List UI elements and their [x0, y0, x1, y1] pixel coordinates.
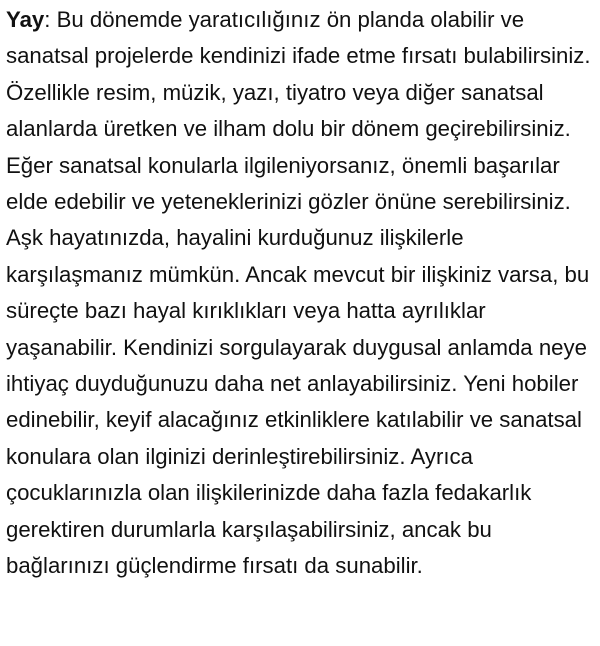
paragraph-1-text: Bu dönemde yaratıcılığınız ön planda olabilir ve sanatsal projelerde kendinizi ifade etme fırsatı bulabilirsiniz. Özellikle resim, müzik, yazı, tiyatro veya diğer sanatsal alanlarda üretken ve ilham dolu bir dönem geçirebilirsiniz. Eğer sanatsal konularla ilgileniyorsanız, önemli başarılar elde edebilir ve yeteneklerinizi gözler önüne serebilirsiniz. — [6, 7, 591, 215]
paragraph-love — [6, 220, 596, 584]
paragraph-creativity — [6, 2, 596, 220]
sign-name: Yay — [6, 7, 45, 32]
paragraph-2-text: Aşk hayatınızda, hayalini kurduğunuz ilişkilerle karşılaşmanız mümkün. Ancak mevcut bir ilişkiniz varsa, bu süreçte bazı hayal kırıklıkları veya hatta ayrılıklar yaşanabilir. Kendinizi sorgulayarak duygusal anlamda neye ihtiyaç duyduğunuzu daha net anlayabilirsiniz. Yeni hobiler edinebilir, keyif alacağınız etkinliklere katılabilir ve sanatsal konulara olan ilginizi derinleştirebilirsiniz. Ayrıca çocuklarınızla olan ilişkilerinizde daha fazla fedakarlık gerektiren durumlarla karşılaşabilirsiniz, ancak bu bağlarınızı güçlendirme fırsatı da sunabilir. — [6, 225, 590, 579]
sign-separator: : — [44, 7, 51, 32]
